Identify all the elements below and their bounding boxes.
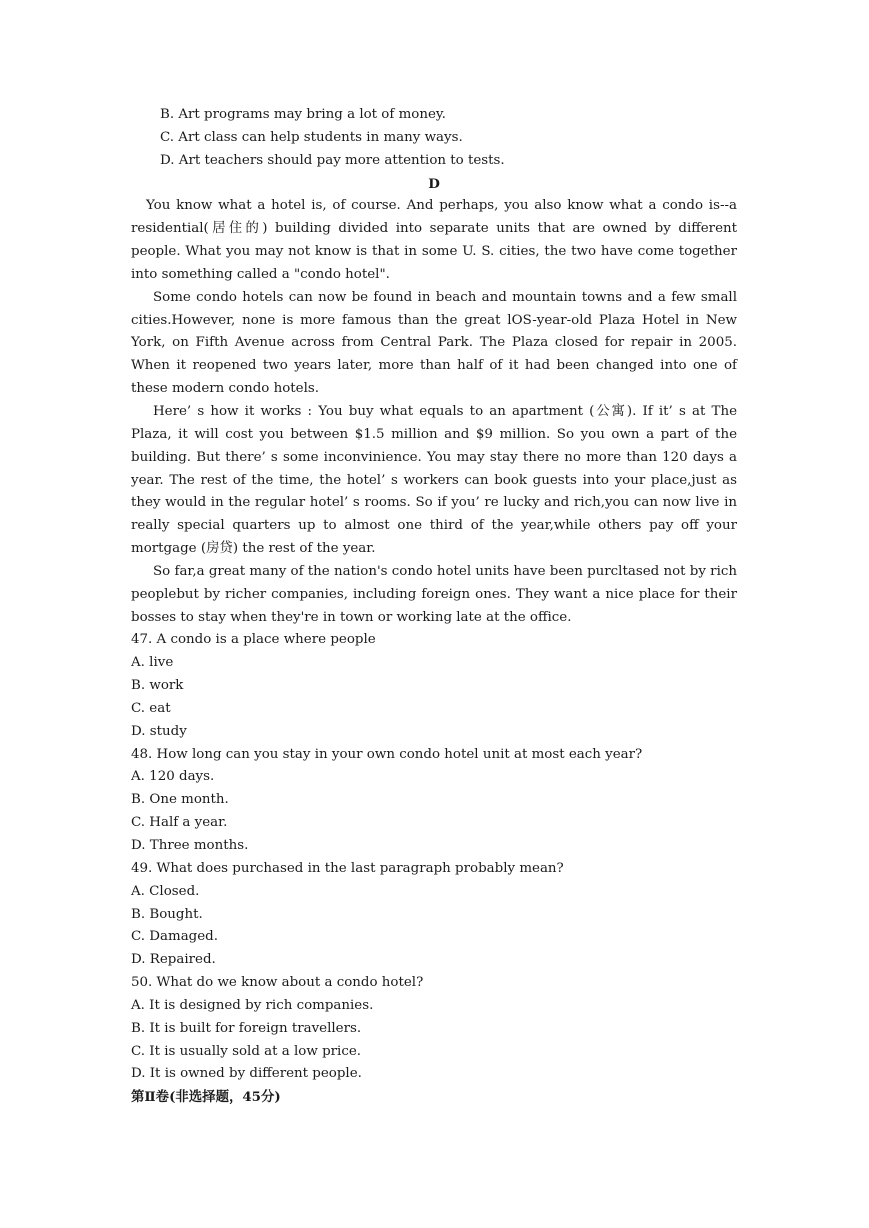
answer-option: C. It is usually sold at a low price. [131, 1043, 362, 1059]
paragraph-2: Some condo hotels can now be found in beach and mountain towns and a few small cities.However, none is more famous than the great lOS-year-old Plaza Hotel in New York, on Fifth Avenue across from Central Park. The Plaza closed for repair in 2005. When it reopened two years later, more than half of it had been changed into one of these modern condo hotels. [131, 289, 737, 397]
question-stem: 47. A condo is a place where people [131, 632, 376, 648]
answer-option: D. Three months. [131, 838, 249, 853]
answer-option: A. It is designed by rich companies. [131, 997, 374, 1013]
question-stem: 48. How long can you stay in your own condo hotel unit at most each year? [131, 746, 643, 762]
question-50 [131, 972, 737, 1086]
paragraph-4: So far,a great many of the nation's condo hotel units have been purcltased not by rich peoplebut by richer companies, including foreign ones. They want a nice place for their bosses to stay when they're in town or working late at the office. [131, 563, 737, 625]
question-stem: 50. What do we know about a condo hotel? [131, 975, 424, 991]
answer-option: A. 120 days. [131, 769, 215, 785]
answer-option: B. Bought. [131, 906, 203, 922]
option-b: B. Art programs may bring a lot of money. [160, 107, 446, 122]
answer-option: D. study [131, 723, 187, 739]
previous-question-options [131, 104, 737, 173]
document-page [131, 104, 737, 1109]
answer-option: B. One month. [131, 792, 229, 808]
answer-option: A. live [131, 655, 174, 671]
question-47 [131, 629, 737, 743]
answer-option: B. It is built for foreign travellers. [131, 1020, 362, 1036]
answer-option: B. work [131, 678, 184, 694]
question-48 [131, 744, 737, 858]
option-d: D. Art teachers should pay more attention to tests. [160, 152, 505, 168]
answer-option: A. Closed. [131, 883, 200, 899]
paragraph-1: You know what a hotel is, of course. And perhaps, you also know what a condo is--a residential(居住的) building divided into separate units that are owned by different people. What you may not know is that in some U. S. cities, the two have come together into something called a "condo hotel". [131, 198, 737, 282]
answer-option: C. Damaged. [131, 929, 219, 945]
option-c: C. Art class can help students in many ways. [160, 129, 463, 145]
section-title: 第Ⅱ卷(非选择题，45分) [131, 1089, 281, 1106]
question-stem: 49. What does purchased in the last paragraph probably mean? [131, 860, 564, 876]
answer-option: D. It is owned by different people. [131, 1066, 362, 1082]
answer-option: C. Half a year. [131, 815, 228, 831]
question-49 [131, 858, 737, 972]
answer-option: D. Repaired. [131, 952, 216, 968]
paragraph-3: Here’ s how it works : You buy what equals to an apartment (公寓). If it’ s at The Plaza, it will cost you between $1.5 million and $9 million. So you own a part of the building. But there’ s some inconvinience. You may stay there no more than 120 days a year. The rest of the time, the hotel’ s workers can book guests into your place,just as they would in the regular hotel’ s rooms. So if you’ re lucky and rich,you can now live in really special quarters up to almost one third of the year,while others pay off your mortgage (房贷) the rest of the year. [131, 403, 737, 557]
passage-heading: D [428, 175, 440, 192]
passage [131, 195, 737, 629]
answer-option: C. eat [131, 700, 171, 716]
